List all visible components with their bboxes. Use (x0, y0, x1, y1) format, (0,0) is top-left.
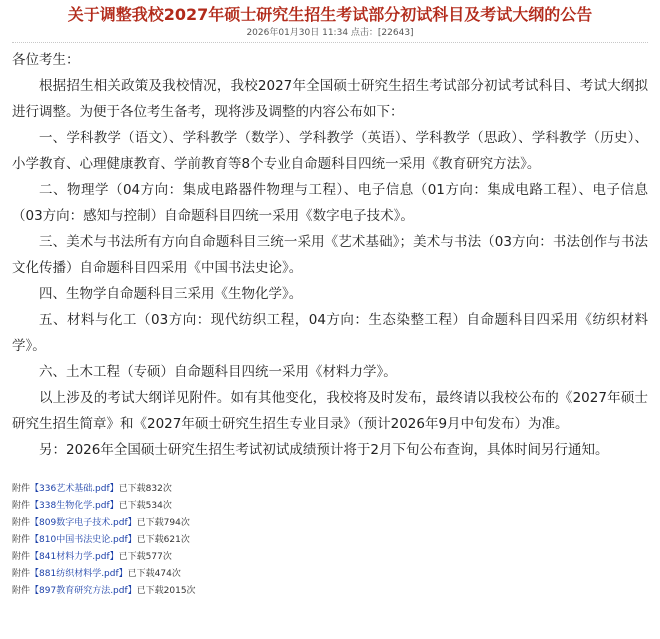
attachment-item (12, 481, 648, 498)
attachment-item (12, 549, 648, 566)
paragraph-item-2: 二、物理学（04方向：集成电路器件物理与工程）、电子信息（01方向：集成电路工程）、电子信息（03方向：感知与控制）自命题科目四统一采用《数字电子技术》。 (12, 182, 648, 224)
notice-page (0, 5, 660, 639)
attachment-prefix: 附件 (12, 501, 31, 511)
paragraph-item-6: 六、土木工程（专硕）自命题科目四统一采用《材料力学》。 (39, 364, 397, 380)
attachment-item (12, 566, 648, 583)
attachment-prefix: 附件 (12, 586, 31, 596)
attachment-link[interactable]: 【881纺织材料学.pdf】 (30, 569, 128, 579)
attachment-item (12, 498, 648, 515)
attachment-list (12, 481, 648, 600)
notice-title: 关于调整我校2027年硕士研究生招生考试部分初试科目及考试大纲的公告 (67, 5, 593, 24)
notice-body (12, 47, 648, 463)
notice-meta: 2026年01月30日 11:34 点击：[22643] (246, 28, 414, 38)
attachment-item (12, 532, 648, 549)
paragraph-outro: 以上涉及的考试大纲详见附件。如有其他变化，我校将及时发布，最终请以我校公布的《2027年硕士研究生招生简章》和《2027年硕士研究生招生专业目录》（预计2026年9月中旬发布）为准。 (12, 390, 648, 432)
paragraph-intro: 根据招生相关政策及我校情况，我校2027年全国硕士研究生招生考试部分初试考试科目、考试大纲拟进行调整。为便于各位考生备考，现将涉及调整的内容公布如下： (12, 78, 648, 120)
paragraph-note: 另：2026年全国硕士研究生招生考试初试成绩预计将于2月下旬公布查询，具体时间另行通知。 (39, 442, 609, 458)
attachment-item (12, 515, 648, 532)
download-count: 已下载794次 (136, 518, 190, 528)
attachment-link[interactable]: 【336艺术基础.pdf】 (30, 484, 119, 494)
attachment-prefix: 附件 (12, 518, 31, 528)
download-count: 已下载2015次 (136, 586, 196, 596)
attachment-prefix: 附件 (12, 569, 31, 579)
attachment-prefix: 附件 (12, 535, 31, 545)
download-count: 已下载621次 (136, 535, 190, 545)
title-divider (12, 42, 648, 43)
paragraph-item-1: 一、学科教学（语文）、学科教学（数学）、学科教学（英语）、学科教学（思政）、学科教学（历史）、小学教育、心理健康教育、学前教育等8个专业自命题科目四统一采用《教育研究方法》。 (12, 130, 648, 172)
paragraph-item-3: 三、美术与书法所有方向自命题科目三统一采用《艺术基础》；美术与书法（03方向：书法创作与书法文化传播）自命题科目四采用《中国书法史论》。 (12, 234, 648, 276)
greeting: 各位考生： (12, 52, 80, 68)
download-count: 已下载577次 (118, 552, 172, 562)
attachment-link[interactable]: 【338生物化学.pdf】 (30, 501, 119, 511)
paragraph-item-5: 五、材料与化工（03方向：现代纺织工程，04方向：生态染整工程）自命题科目四采用《纺织材料学》。 (12, 312, 648, 354)
attachment-link[interactable]: 【897教育研究方法.pdf】 (30, 586, 137, 596)
attachment-prefix: 附件 (12, 552, 31, 562)
paragraph-item-4: 四、生物学自命题科目三采用《生物化学》。 (39, 286, 303, 302)
download-count: 已下载832次 (118, 484, 172, 494)
download-count: 已下载474次 (127, 569, 181, 579)
attachment-link[interactable]: 【810中国书法史论.pdf】 (30, 535, 137, 545)
attachment-link[interactable]: 【841材料力学.pdf】 (30, 552, 119, 562)
attachment-item (12, 583, 648, 600)
attachment-link[interactable]: 【809数字电子技术.pdf】 (30, 518, 137, 528)
attachment-prefix: 附件 (12, 484, 31, 494)
download-count: 已下载534次 (118, 501, 172, 511)
